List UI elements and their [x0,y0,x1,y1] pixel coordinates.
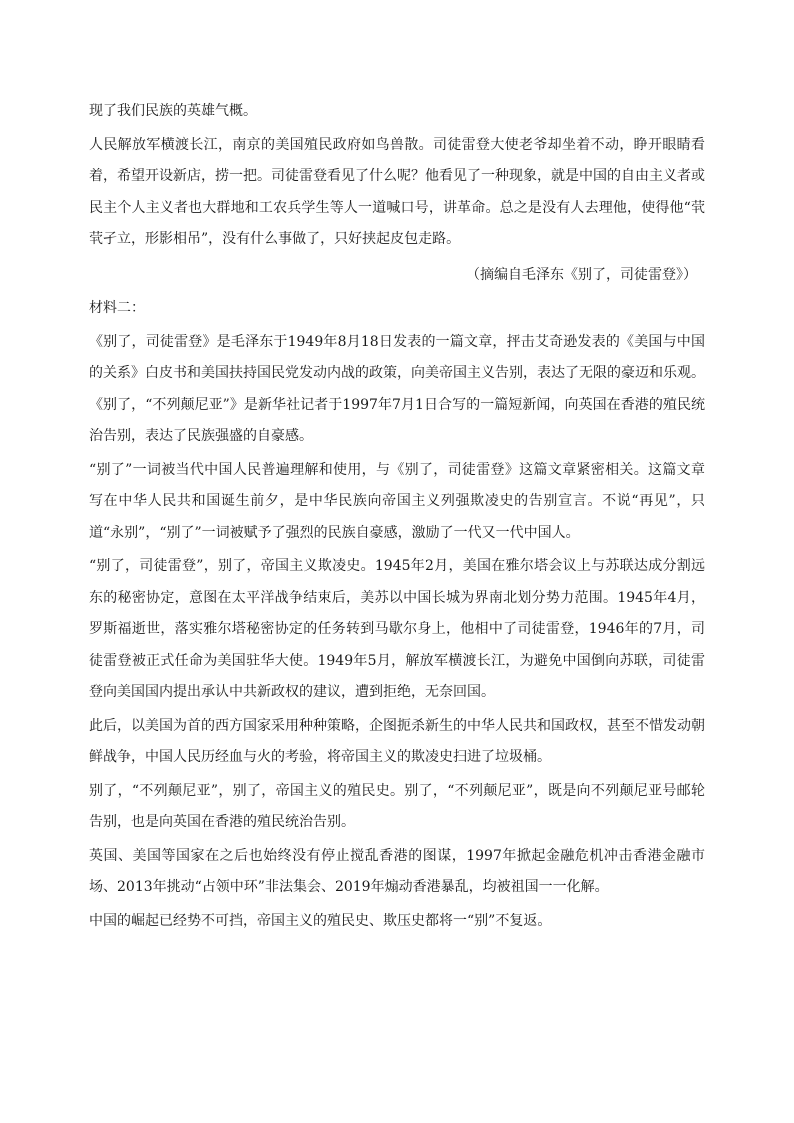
paragraph-farewell-meaning: “别了”一词被当代中国人民普遍理解和使用，与《别了，司徒雷登》这篇文章紧密相关。这篇文章写在中华人民共和国诞生前夕，是中华民族向帝国主义列强欺凌史的告别宣言。不说“再见”，只道“永别”，“别了”一词被赋予了强烈的民族自豪感，激励了一代又一代中国人。 [89,461,705,541]
paragraph-article-intro: 《别了，司徒雷登》是毛泽东于1949年8月18日发表的一篇文章，抨击艾奇逊发表的《美国与中国的关系》白皮书和美国扶持国民党发动内战的政策，向美帝国主义告别，表达了无限的豪迈和乐观。《别了，“不列颠尼亚”》是新华社记者于1997年7月1日合写的一篇短新闻，向英国在香港的殖民统治告别，表达了民族强盛的自豪感。 [89,333,705,444]
paragraph-western-strategy: 此后，以美国为首的西方国家采用种种策略，企图扼杀新生的中华人民共和国政权，甚至不惜发动朝鲜战争，中国人民历经血与火的考验，将帝国主义的欺凌史扫进了垃圾桶。 [89,717,705,765]
paragraph-britannia-farewell: 别了，“不列颠尼亚”，别了，帝国主义的殖民史。别了，“不列颠尼亚”，既是向不列颠尼亚号邮轮告别，也是向英国在香港的殖民统治告别。 [89,782,705,830]
paragraph-stuart-leaves: 人民解放军横渡长江，南京的美国殖民政府如鸟兽散。司徒雷登大使老爷却坐着不动，睁开眼睛看着，希望开设新店，捞一把。司徒雷登看见了什么呢？他看见了一种现象，就是中国的自由主义者或民主个人主义者也大群地和工农兵学生等人一道喊口号，讲革命。总之是没有人去理他，使得他“茕茕孑立，形影相吊”，没有什么事做了，只好挟起皮包走路。 [89,136,705,247]
document-page [89,96,705,939]
paragraph-hongkong-disruption: 英国、美国等国家在之后也始终没有停止搅乱香港的图谋，1997年掀起金融危机冲击香港金融市场、2013年挑动“占领中环”非法集会、2019年煽动香港暴乱，均被祖国一一化解。 [89,847,705,895]
paragraph-bullying-history: “别了，司徒雷登”，别了，帝国主义欺凌史。1945年2月，美国在雅尔塔会议上与苏联达成分割远东的秘密协定，意图在太平洋战争结束后，美苏以中国长城为界南北划分势力范围。1945年4月，罗斯福逝世，落实雅尔塔秘密协定的任务转到马歇尔身上，他相中了司徒雷登，1946年的7月，司徒雷登被正式任命为美国驻华大使。1949年5月，解放军横渡长江，为避免中国倒向苏联，司徒雷登向美国国内提出承认中共新政权的建议，遭到拒绝，无奈回国。 [89,558,705,700]
source-citation: （摘编自毛泽东《别了，司徒雷登》） [466,266,697,283]
paragraph-china-rise: 中国的崛起已经势不可挡，帝国主义的殖民史、欺压史都将一“别”不复返。 [89,912,552,929]
material2-heading: 材料二： [89,300,145,316]
paragraph-continuation: 现了我们民族的英雄气概。 [89,103,257,119]
